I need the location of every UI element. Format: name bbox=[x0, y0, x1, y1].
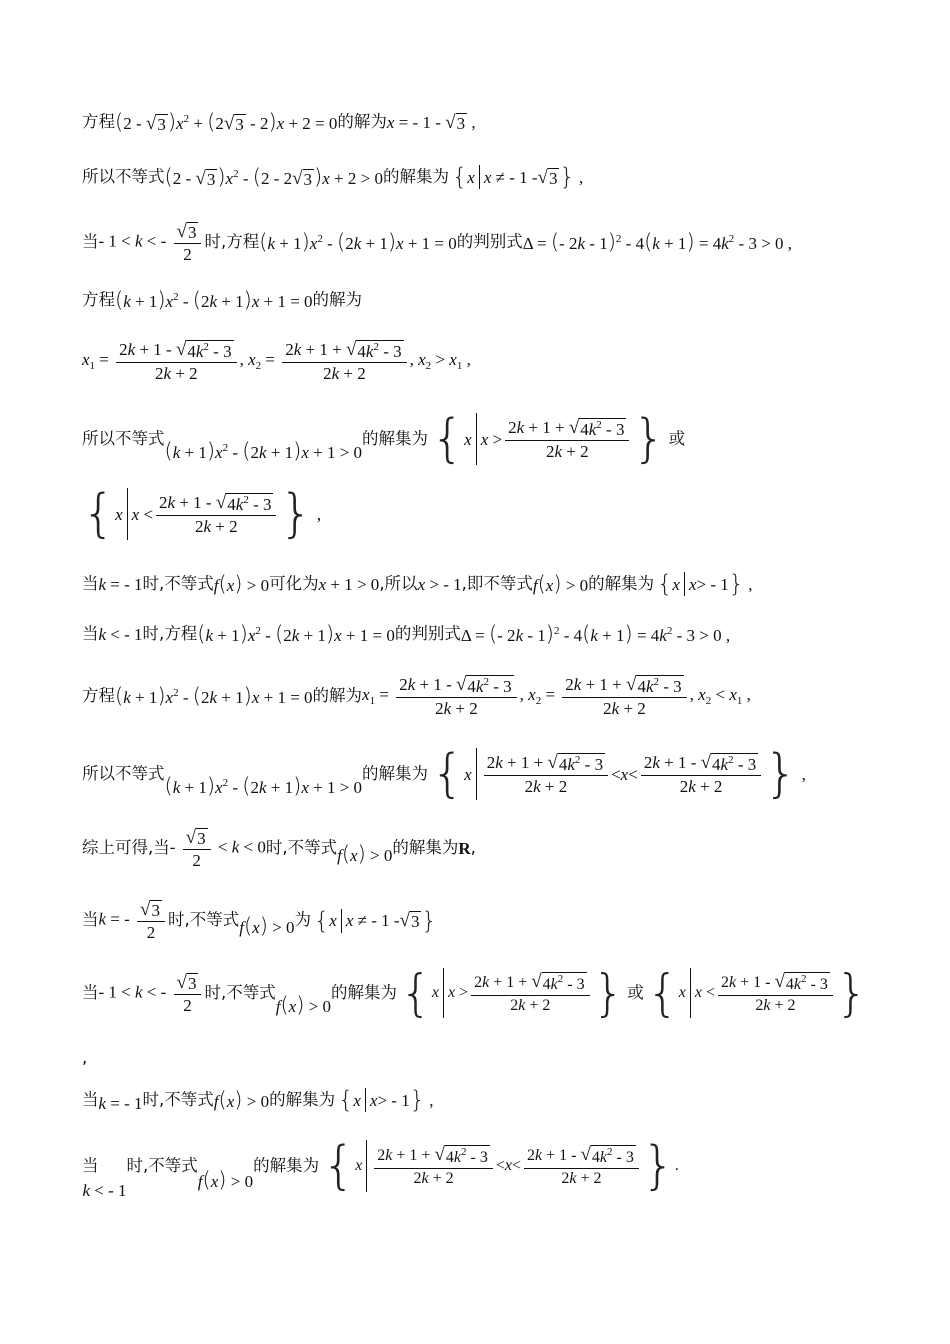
text: 当 bbox=[82, 232, 99, 252]
solution-set: { x x > - 1 } , bbox=[657, 570, 753, 598]
math-expression: (2 - √ 3 )$x^2 - (2 - 2$ √ 3 )x + 2 > 0 bbox=[164, 164, 383, 189]
text: 的解集为 bbox=[269, 1089, 336, 1109]
math-expression: Δ = (- $2k - 1)^2 - 4(k + 1) = 4k^2 - 3 > 0$ , bbox=[522, 230, 793, 254]
text: 综上可得,当 bbox=[82, 838, 170, 858]
text: 方程 bbox=[82, 685, 115, 705]
text: 的解为 bbox=[312, 685, 363, 705]
solution-set: { x 2k + 1 + √ $4k^2 - 3$ 2k + 2 < x < 2k + 1 - √ $4k^2 - 3$ 2k + 2 } . bbox=[322, 1136, 679, 1196]
line-16 bbox=[82, 1088, 436, 1112]
text: 当 bbox=[82, 573, 99, 593]
math-expression: (2 - √ 3 )$x^2 + (2$ √ 3 - 2)x + 2 = 0 bbox=[115, 110, 338, 134]
solution-set: { x 2k + 1 + √ $4k^2 - 3$ 2k + 2 < x < 2k + 1 - √ $4k^2 - 3$ 2k + 2 } , bbox=[431, 744, 806, 804]
text: 的解集为 bbox=[588, 573, 655, 593]
text: 的解为 bbox=[337, 112, 387, 132]
solution-set: { x x > 2k + 1 + √ $4k^2 - 3$ 2k + 2 } bbox=[400, 964, 625, 1022]
text: , bbox=[82, 1048, 88, 1067]
line-11 bbox=[82, 744, 809, 804]
text: 时,不等式 bbox=[265, 838, 338, 858]
math-expression: $(k + 1)x^2 - (2k + 1)x + 1 > 0$ bbox=[164, 438, 363, 463]
solution-set: { x x < 2k + 1 - √ $4k^2 - 3$ 2k + 2 } bbox=[646, 964, 868, 1022]
math-expression: - 1 < k < - √ 3 2 bbox=[99, 973, 205, 1014]
text: 的解为 bbox=[312, 290, 363, 310]
math-expression: f(x) > 0 bbox=[213, 1087, 270, 1112]
math-expression: k = - √ 3 2 bbox=[99, 900, 168, 941]
text: 时,方程 bbox=[204, 232, 260, 252]
text: 为 bbox=[294, 910, 312, 930]
math-expression: $x_1$ = 2k + 1 - √ $4k^2 - 3$ 2k + 2 , $x_2$ = 2k + 1 + √ $4k^2 - 3$ 2k + 2 , $x_2 > x_1$ , bbox=[82, 339, 471, 383]
text: 所以不等式 bbox=[82, 166, 165, 186]
real-numbers-symbol: R bbox=[458, 839, 471, 858]
text: 当 bbox=[82, 1089, 99, 1109]
math-expression: - √ 3 2 < k < 0 bbox=[169, 827, 266, 870]
math-expression: k = - 1 bbox=[98, 1093, 143, 1113]
line-15 bbox=[82, 1050, 87, 1067]
text: 所以不等式 bbox=[82, 763, 165, 783]
text: 的解集为 bbox=[362, 428, 429, 448]
line-8 bbox=[82, 572, 756, 596]
math-expression: f(x) > 0 bbox=[275, 992, 332, 1017]
math-expression: $(k + 1)x^2 - (2k + 1)x + 1 = 0$ bbox=[115, 288, 313, 312]
text: 当 bbox=[82, 910, 99, 930]
solution-set: { x x ≠ - 1 - √ 3 } bbox=[314, 906, 437, 935]
text: 可化为 bbox=[269, 573, 319, 593]
math-expression: f(x) > 0 bbox=[197, 1167, 254, 1192]
text: 时,方程 bbox=[142, 624, 198, 644]
text: 时,不等式 bbox=[142, 1089, 214, 1109]
solution-set: { x x ≠ - 1 - √ 3 } , bbox=[451, 163, 584, 191]
math-expression: x > - 1 bbox=[417, 574, 462, 594]
line-12: 综上可得,当 - √ 3 2 < k < 0 时,不等式 f(x) > 0 的解集为 R , bbox=[82, 827, 476, 870]
line-9 bbox=[82, 624, 730, 645]
text: 的判别式 bbox=[394, 624, 461, 644]
text: 当 bbox=[82, 1155, 99, 1175]
line-6 bbox=[82, 409, 686, 469]
math-expression: f(x) > 0 bbox=[239, 914, 295, 938]
math-expression: - 1 < k < - √ 3 2 bbox=[99, 222, 205, 263]
text: 时,不等式 bbox=[142, 573, 214, 593]
math-expression: f(x) > 0 bbox=[532, 571, 589, 596]
math-expression: x + 1 > 0 bbox=[318, 574, 380, 594]
text: 或 bbox=[668, 428, 686, 448]
line-7 bbox=[82, 484, 324, 544]
text: 方程 bbox=[82, 112, 115, 132]
math-expression: $(k + 1)x^2 - (2k + 1)x + 1 = 0$ bbox=[197, 622, 395, 646]
text: 时,不等式 bbox=[204, 982, 276, 1002]
text: 的解集为 bbox=[253, 1155, 320, 1175]
math-expression: $(k + 1)x^2 - (2k + 1)x + 1 > 0$ bbox=[164, 773, 363, 798]
math-expression: $x_1$ = 2k + 1 - √ $4k^2 - 3$ 2k + 2 , $x_2$ = 2k + 1 + √ $4k^2 - 3$ 2k + 2 , $x_2 < x_1$ , bbox=[362, 674, 751, 718]
line-1 bbox=[82, 112, 476, 133]
text: 或 bbox=[627, 982, 644, 1002]
math-expression: k = - 1 bbox=[98, 574, 143, 594]
math-expression: Δ = (- $2k - 1)^2 - 4(k + 1) = 4k^2 - 3 > 0$ , bbox=[460, 622, 731, 646]
text: 所以不等式 bbox=[82, 428, 165, 448]
text: 的解集为 bbox=[382, 166, 449, 186]
line-13 bbox=[82, 900, 440, 941]
math-expression: $(k + 1)x^2 - (2k + 1)x + 1 = 0$ bbox=[115, 683, 313, 708]
math-expression: k < - 1 bbox=[98, 625, 143, 644]
math-expression: k < - 1 bbox=[82, 1180, 127, 1200]
text: 的解集为 bbox=[362, 763, 429, 783]
math-expression: f(x) > 0 bbox=[337, 842, 393, 866]
math-expression: x = - 1 - √ 3 , bbox=[386, 112, 476, 133]
text: 时,不等式 bbox=[126, 1155, 198, 1175]
line-17 bbox=[82, 1136, 682, 1200]
line-10 bbox=[82, 675, 751, 717]
text: 当 bbox=[82, 624, 99, 644]
text: 的解集为 bbox=[392, 838, 459, 858]
text: 时,不等式 bbox=[167, 910, 240, 930]
text: ,所以 bbox=[379, 573, 418, 593]
solution-set: { x x > - 1 } , bbox=[338, 1086, 434, 1114]
solution-set: { x x > 2k + 1 + √ $4k^2 - 3$ 2k + 2 } bbox=[431, 409, 666, 469]
line-2 bbox=[82, 165, 586, 189]
text: 方程 bbox=[82, 290, 115, 310]
math-expression: $(k + 1)x^2 - (2k + 1)x + 1 = 0$ bbox=[259, 230, 457, 254]
math-expression: f(x) > 0 bbox=[213, 571, 270, 596]
line-4 bbox=[82, 290, 362, 311]
line-5 bbox=[82, 340, 471, 382]
text: ,即不等式 bbox=[461, 573, 533, 593]
line-3 bbox=[82, 222, 792, 263]
text: 的判别式 bbox=[456, 232, 523, 252]
line-14 bbox=[82, 964, 871, 1022]
solution-set: { x x < 2k + 1 - √ $4k^2 - 3$ 2k + 2 } , bbox=[82, 484, 322, 544]
text: 的解集为 bbox=[331, 982, 398, 1002]
text: 当 bbox=[82, 982, 99, 1002]
